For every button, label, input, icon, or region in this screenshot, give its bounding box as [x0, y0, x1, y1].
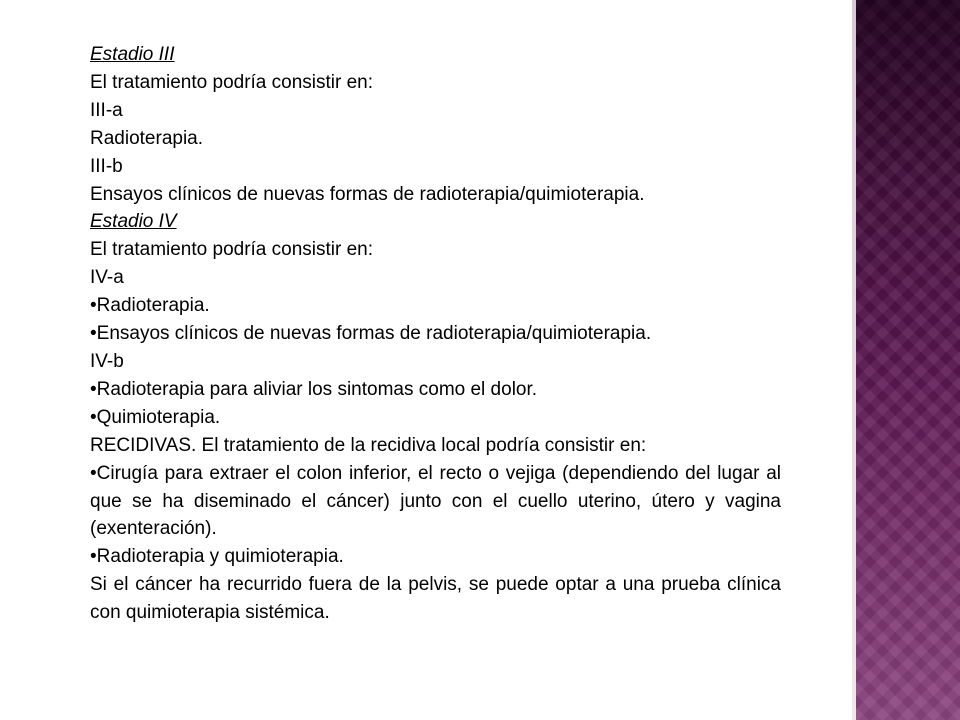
- stage-iii-b-treatment: Ensayos clínicos de nuevas formas de radioterapia/quimioterapia.: [90, 183, 645, 205]
- stage-iv-a-bullet-radiotherapy: •Radioterapia.: [90, 295, 210, 317]
- stage-iv-a-bullet-trials: •Ensayos clínicos de nuevas formas de radioterapia/quimioterapia.: [90, 323, 652, 345]
- recurrence-bullet-surgery: •Cirugía para extraer el colon inferior, el recto o vejiga (dependiendo del lugar al que se ha diseminado el cáncer) junto con el cuello uterino, útero y vagina (exenteración).: [90, 462, 781, 540]
- recurrence-bullet-radio-chemo: •Radioterapia y quimioterapia.: [90, 546, 344, 568]
- treatment-intro-iii: El tratamiento podría consistir en:: [90, 71, 374, 93]
- stage-iii-a-label: III-a: [90, 99, 123, 121]
- stage-iv-heading: Estadio IV: [90, 211, 177, 233]
- treatment-intro-iv: El tratamiento podría consistir en:: [90, 239, 374, 261]
- stage-iv-a-label: IV-a: [90, 267, 124, 289]
- stage-iii-a-treatment: Radioterapia.: [90, 127, 204, 149]
- recurrence-outside-pelvis: Si el cáncer ha recurrido fuera de la pelvis, se puede optar a una prueba clínica con quimioterapia sistémica.: [90, 574, 781, 624]
- decorative-side-panel: [856, 0, 960, 720]
- stage-iv-b-bullet-palliative: •Radioterapia para aliviar los sintomas como el dolor.: [90, 378, 538, 400]
- slide-text-body: [90, 41, 781, 627]
- recurrence-intro: RECIDIVAS. El tratamiento de la recidiva local podría consistir en:: [90, 434, 647, 456]
- stage-iii-heading: Estadio III: [90, 44, 175, 65]
- stage-iv-b-bullet-chemo: •Quimioterapia.: [90, 406, 221, 428]
- stage-iv-b-label: IV-b: [90, 350, 124, 372]
- stage-iii-b-label: III-b: [90, 155, 123, 177]
